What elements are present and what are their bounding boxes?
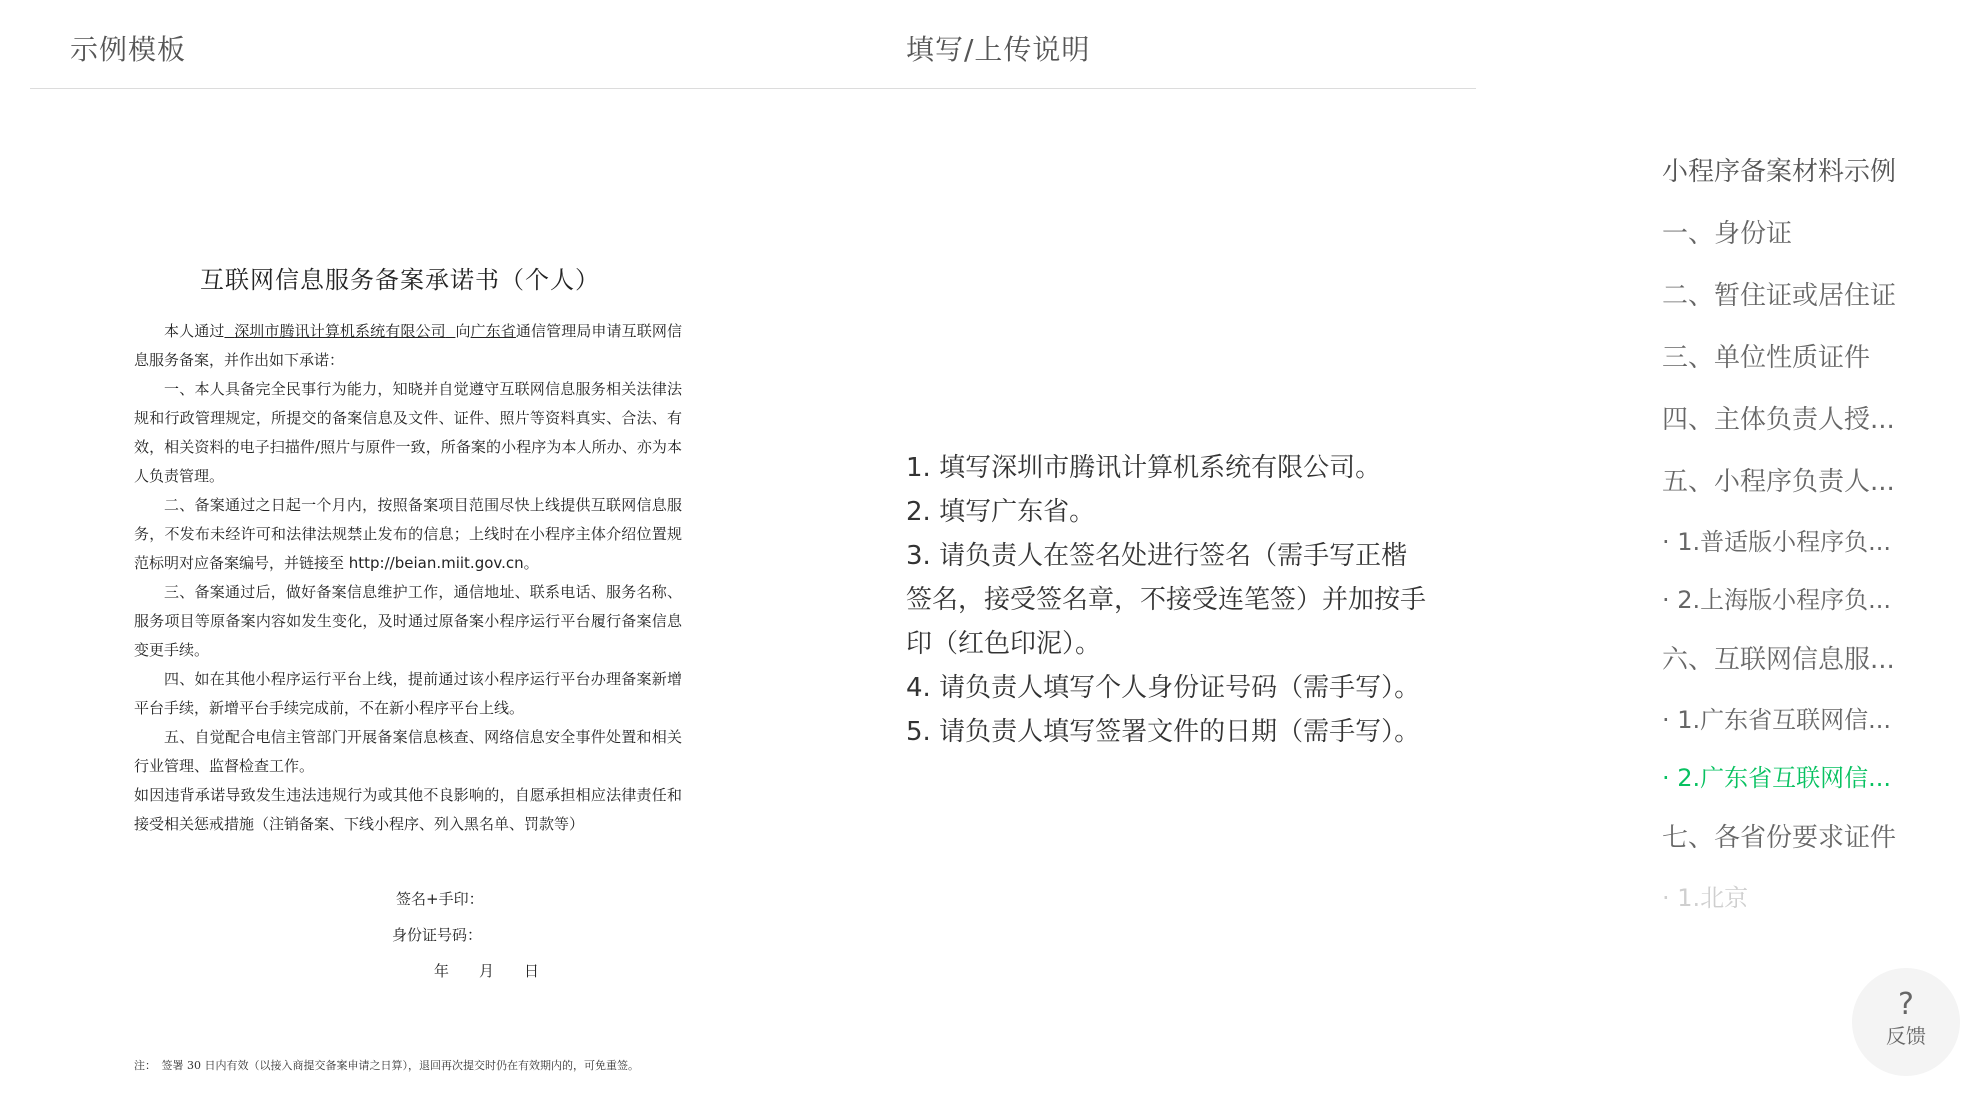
toc-subitem-beijing[interactable]: · 1.北京 [1662,884,1749,912]
question-mark-icon: ? [1898,987,1914,1022]
document-closing: 如因违背承诺导致发生违法违规行为或其他不良影响的，自愿承担相应法律责任和接受相关惩戒措施（注销备案、下线小程序、列入黑名单、罚款等） [134,786,682,833]
feedback-button[interactable] [1852,968,1960,1076]
toc-item-province-requirements[interactable]: 七、各省份要求证件 [1662,823,1897,853]
toc-item-miniprogram-owner[interactable]: 五、小程序负责人... [1662,467,1895,497]
toc-subitem-guangdong-2-active[interactable]: · 2.广东省互联网信... [1662,764,1892,792]
toc-subitem-general-version[interactable]: · 1.普适版小程序负... [1662,528,1892,556]
intro-text-1: 本人通过 [164,322,225,340]
toc-item-id-card[interactable]: 一、身份证 [1662,219,1793,249]
document-intro [134,317,682,375]
instructions-heading: 填写/上传说明 [906,33,1091,66]
document-footnote: 注： 签署 30 日内有效（以接入商提交备案申请之日算），退回再次提交时仍在有效期内的，可免重签。 [134,1059,639,1072]
toc-item-organization-certificate[interactable]: 三、单位性质证件 [1662,343,1871,373]
province-name: 广东省 [470,322,516,340]
instruction-item: 1. 填写深圳市腾讯计算机系统有限公司。 [906,453,1382,483]
feedback-label: 反馈 [1886,1024,1926,1048]
intro-text-3: 通信管理局申请互联网信息服务备案，并作出如下承诺： [134,322,682,369]
document-clause: 四、如在其他小程序运行平台上线，提前通过该小程序运行平台办理备案新增平台手续，新增平台手续完成前，不在新小程序平台上线。 [134,670,682,717]
sample-document [134,260,682,839]
company-name-text: 深圳市腾讯计算机系统有限公司 [234,322,446,340]
document-clause: 三、备案通过后，做好备案信息维护工作，通信地址、联系电话、服务名称、服务项目等原备案内容如发生变化，及时通过原备案小程序运行平台履行备案信息变更手续。 [134,583,682,659]
table-of-contents [1662,150,1962,936]
instruction-item: 5. 请负责人填写签署文件的日期（需手写）。 [906,717,1421,747]
signature-label: 签名+手印： [396,890,484,908]
intro-text-2: 向 [455,322,471,340]
company-name [224,322,455,340]
id-number-label: 身份证号码： [392,926,483,944]
toc-subitem-guangdong-1[interactable]: · 1.广东省互联网信... [1662,706,1892,734]
instruction-item: 4. 请负责人填写个人身份证号码（需手写）。 [906,673,1421,703]
toc-item-authorization[interactable]: 四、主体负责人授... [1662,405,1895,435]
sample-template-heading: 示例模板 [70,33,187,66]
instruction-item: 2. 填写广东省。 [906,497,1096,527]
document-clause: 二、备案通过之日起一个月内，按照备案项目范围尽快上线提供互联网信息服务，不发布未经许可和法律法规禁止发布的信息；上线时在小程序主体介绍位置规范标明对应备案编号，并链接至 http://beian.miit.gov.cn。 [134,496,682,572]
toc-title[interactable]: 小程序备案材料示例 [1662,157,1897,187]
toc-item-internet-service[interactable]: 六、互联网信息服... [1662,645,1895,675]
document-clause: 五、自觉配合电信主管部门开展备案信息核查、网络信息安全事件处置和相关行业管理、监督检查工作。 [134,728,682,775]
document-title: 互联网信息服务备案承诺书（个人） [200,266,600,294]
toc-subitem-shanghai-version[interactable]: · 2.上海版小程序负... [1662,586,1892,614]
header [30,0,1476,89]
instruction-item: 3. 请负责人在签名处进行签名（需手写正楷签名，接受签名章，不接受连笔签）并加按手印（红色印泥）。 [906,541,1427,659]
date-label: 年 月 日 [434,962,540,980]
toc-item-residence-permit[interactable]: 二、暂住证或居住证 [1662,281,1897,311]
document-clause: 一、本人具备完全民事行为能力，知晓并自觉遵守互联网信息服务相关法律法规和行政管理规定，所提交的备案信息及文件、证件、照片等资料真实、合法、有效，相关资料的电子扫描件/照片与原件一致，所备案的小程序为本人所办、亦为本人负责管理。 [134,380,682,485]
instructions-list [906,446,1430,754]
